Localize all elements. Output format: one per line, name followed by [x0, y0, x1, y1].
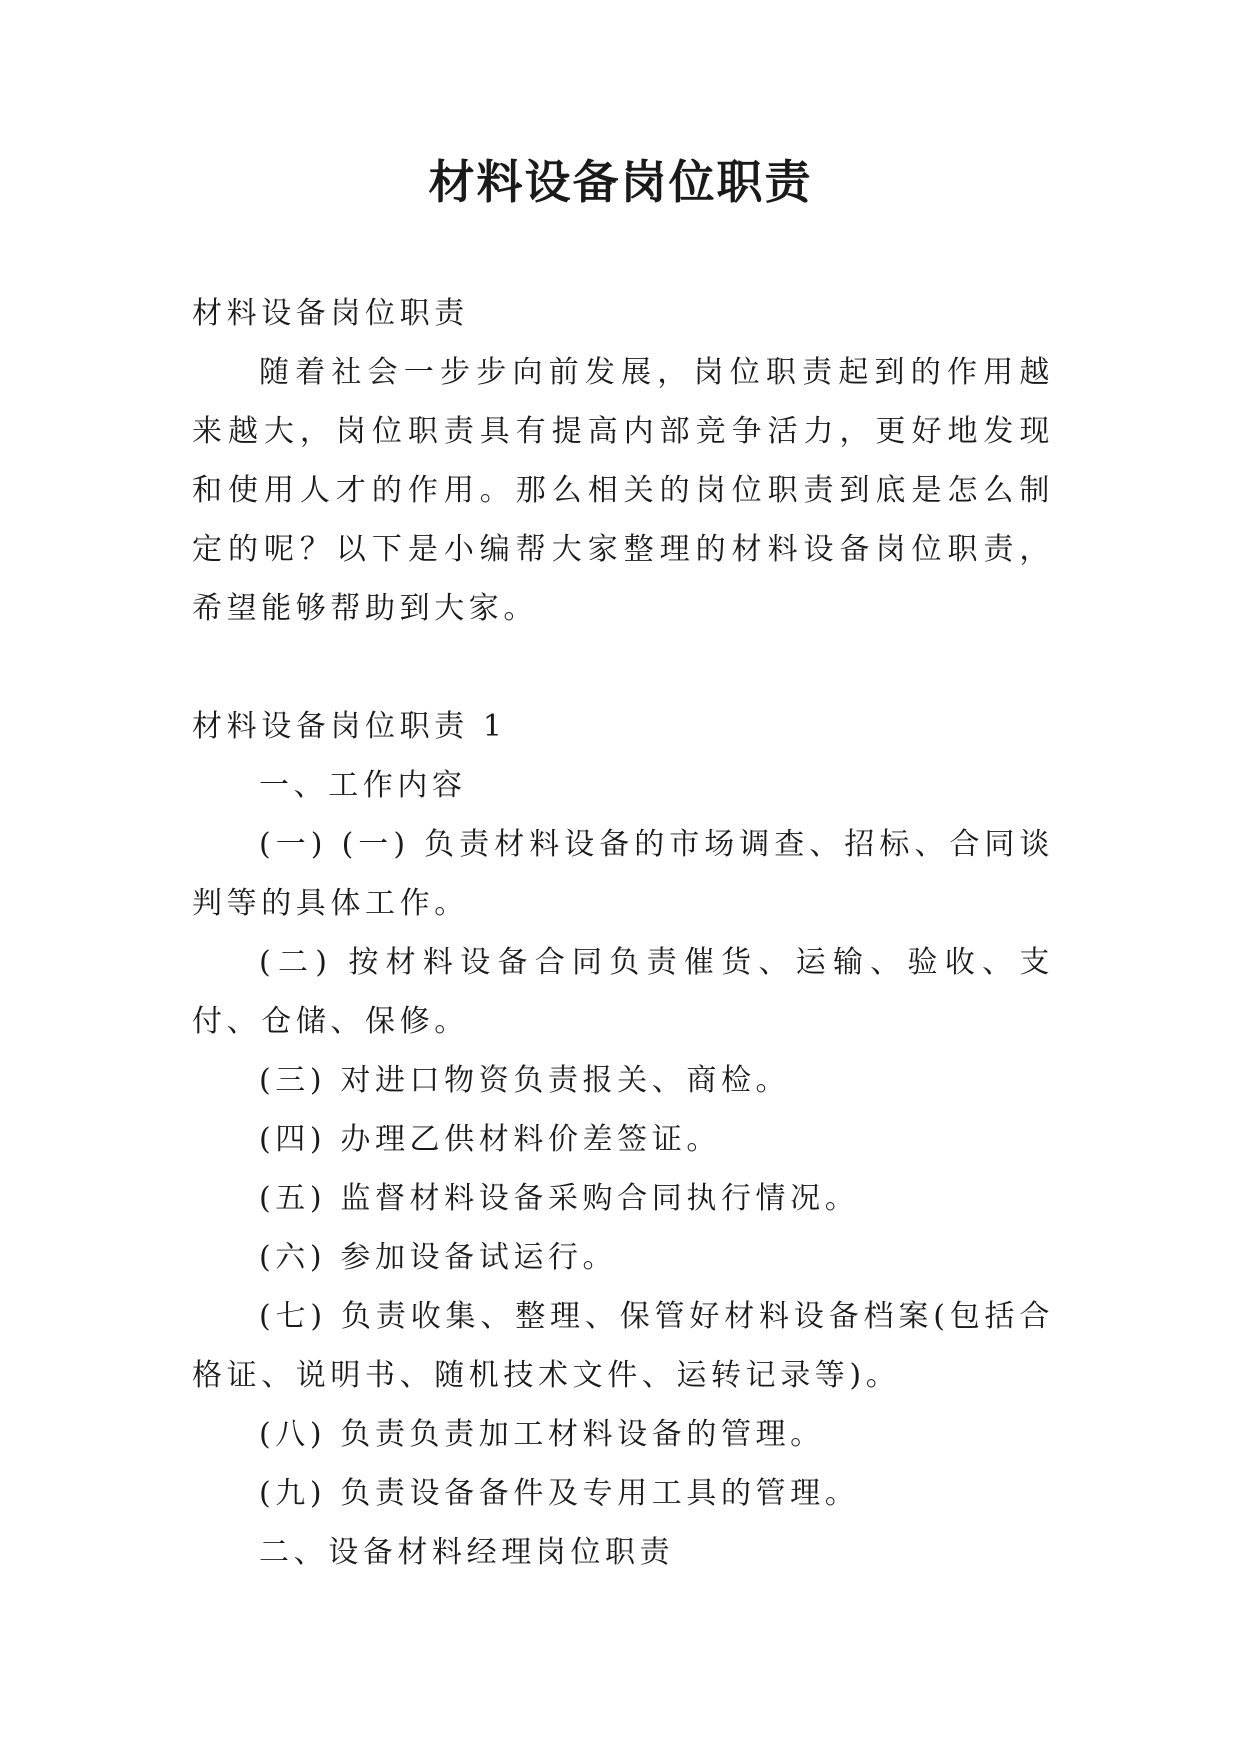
list-item: (八) 负责负责加工材料设备的管理。: [259, 1417, 825, 1452]
list-item: (四) 办理乙供材料价差签证。: [259, 1122, 721, 1157]
list-item: (三) 对进口物资负责报关、商检。: [259, 1063, 791, 1098]
list-item: (一) (一) 负责材料设备的市场调查、招标、合同谈判等的具体工作。: [192, 827, 1054, 921]
list-item: (九) 负责设备备件及专用工具的管理。: [259, 1476, 860, 1511]
list-item: (二) 按材料设备合同负责催货、运输、验收、支付、仓储、保修。: [192, 945, 1054, 1039]
list-item: 一、工作内容: [259, 768, 467, 803]
list-item: (六) 参加设备试运行。: [259, 1240, 618, 1275]
document-subtitle: 材料设备岗位职责: [192, 296, 469, 331]
duty-list: [192, 756, 1054, 1582]
section-heading: 材料设备岗位职责 1: [192, 709, 507, 744]
document-title: 材料设备岗位职责: [428, 155, 813, 209]
list-item: (五) 监督材料设备采购合同执行情况。: [259, 1181, 860, 1216]
intro-paragraph: 随着社会一步步向前发展，岗位职责起到的作用越来越大，岗位职责具有提高内部竞争活力，更好地发现和使用人才的作用。那么相关的岗位职责到底是怎么制定的呢？以下是小编帮大家整理的材料设备岗位职责，希望能够帮助到大家。: [192, 355, 1054, 626]
list-item: 二、设备材料经理岗位职责: [259, 1535, 675, 1570]
list-item: (七) 负责收集、整理、保管好材料设备档案(包括合格证、说明书、随机技术文件、运转记录等)。: [192, 1299, 1054, 1393]
